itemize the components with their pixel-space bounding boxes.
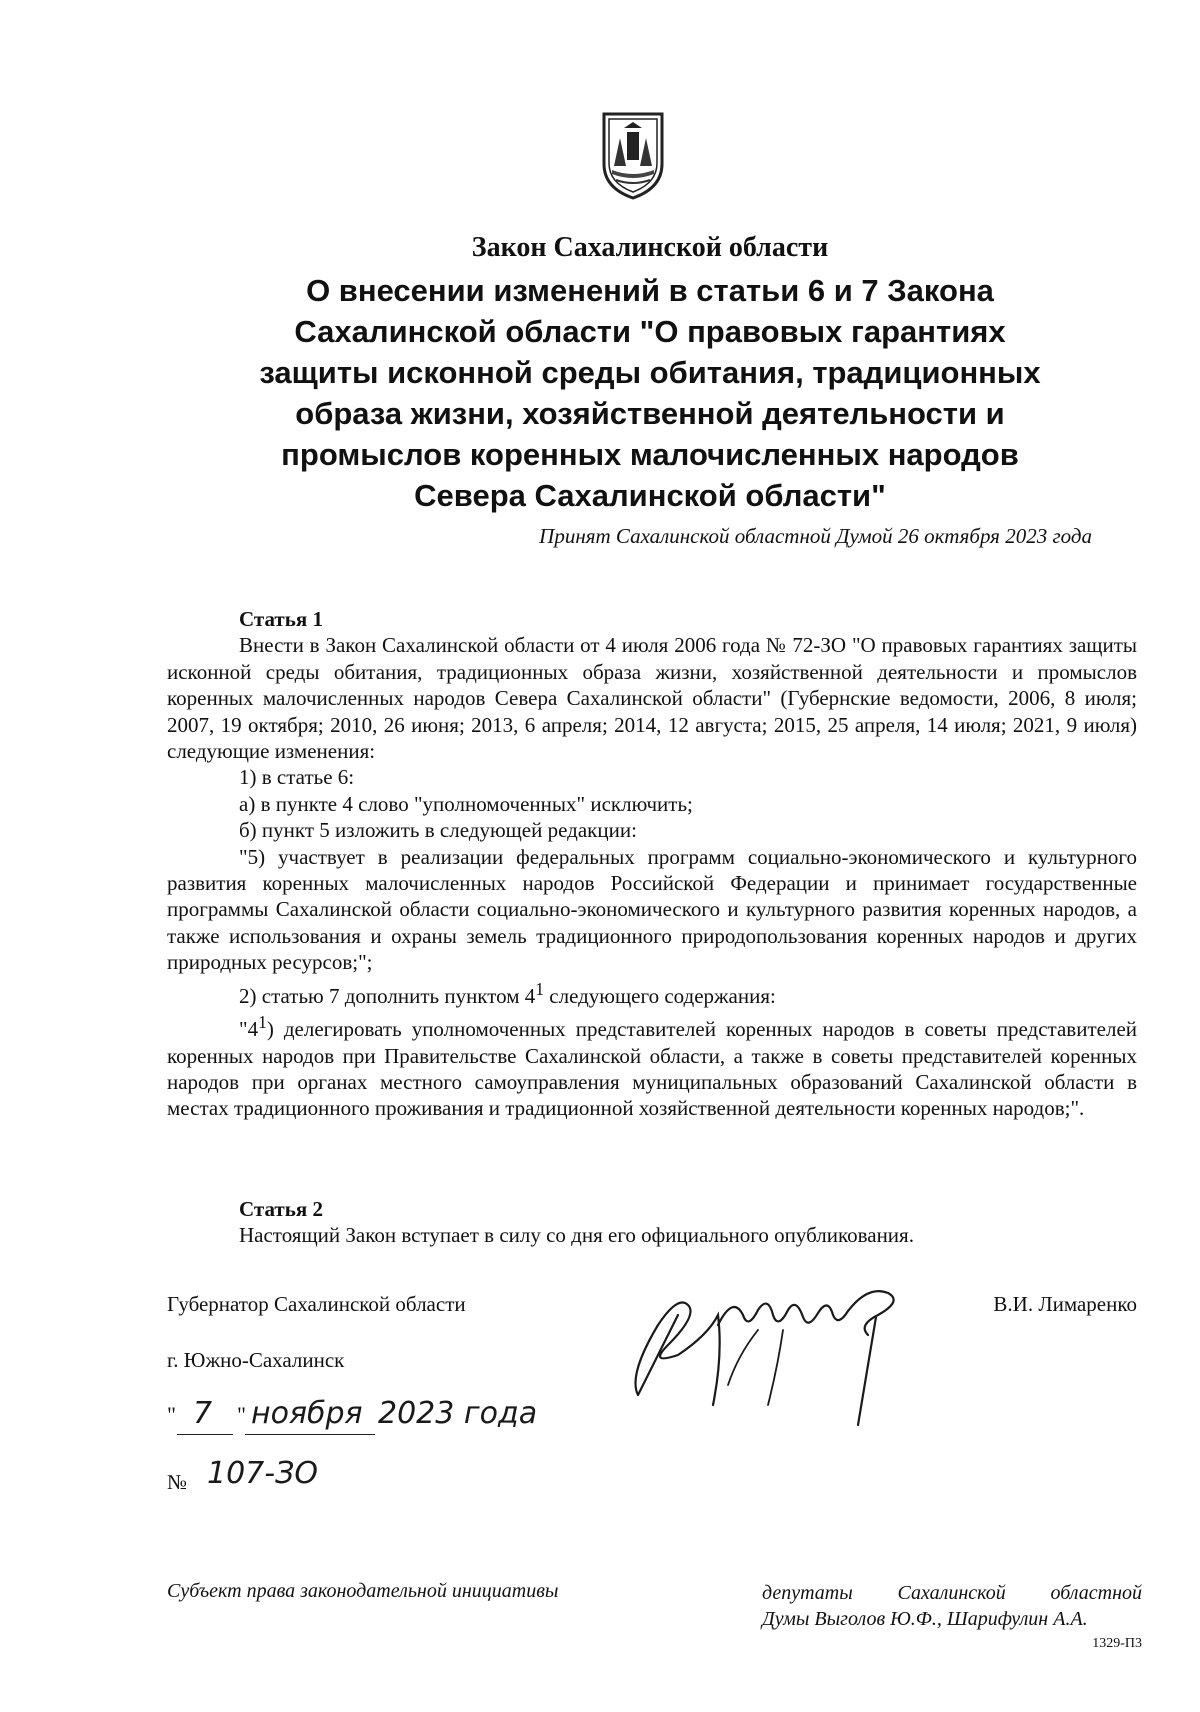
date-quote-open: ": [167, 1402, 176, 1427]
law-number: [167, 1456, 427, 1506]
item-1b-text: "5) участвует в реализации федеральных программ социально-экономического и культурного развития коренных малочисленных народов Российской Федерации и принимает государственные программы Сахалинской области социально-экономического и культурного развития коренных народов, а также использования и охраны земель традиционного природопользования коренных народов и других природных ресурсов;";: [167, 844, 1137, 975]
article-2: [167, 1196, 1137, 1249]
law-title-line: защиты исконной среды обитания, традиционных: [259, 355, 1041, 390]
law-number-value: 107-ЗО: [207, 1456, 318, 1491]
initiative-subject-label: Субъект права законодательной инициативы: [167, 1580, 559, 1602]
article-1-intro: Внести в Закон Сахалинской области от 4 июля 2006 года № 72-ЗО "О правовых гарантиях защиты исконной среды обитания, традиционных образа жизни, хозяйственной деятельности и промыслов коренных малочисленных народов Севера Сахалинской области" (Губернские ведомости, 2006, 8 июля; 2007, 19 октября; 2010, 26 июня; 2013, 6 апреля; 2014, 12 августа; 2015, 25 апреля, 14 июля; 2021, 9 июля) следующие изменения:: [167, 633, 1137, 764]
date-quote-close: ": [237, 1402, 246, 1427]
handwritten-signature: [618, 1255, 918, 1435]
document-code: 1329-П3: [1092, 1636, 1142, 1651]
article-1-heading: Статья 1: [239, 607, 323, 631]
item-2-text-tail: следующего содержания:: [544, 983, 776, 1008]
initiative-authors: [762, 1580, 1142, 1632]
law-title-line: О внесении изменений в статьи 6 и 7 Закона: [306, 273, 994, 308]
number-sign: №: [167, 1470, 188, 1494]
law-title-line: Сахалинской области "О правовых гарантиях: [294, 314, 1006, 349]
item-2-new-point: [167, 1009, 1137, 1122]
date-month-underline: [245, 1434, 375, 1435]
new-point-text: ) делегировать уполномоченных представителей коренных народов в советы представителей коренных народов при Правительстве Сахалинской области, а также в советы представителей коренных народов при органах местного самоуправления муниципальных образований Сахалинской области в местах традиционного проживания и традиционной хозяйственной деятельности коренных народов;".: [167, 1017, 1137, 1121]
date-year: 2023 года: [378, 1396, 538, 1431]
item-1a: а) в пункте 4 слово "уполномоченных" исключить;: [239, 791, 693, 816]
item-1: 1) в статье 6:: [239, 765, 355, 790]
governor-name: В.И. Лимаренко: [993, 1292, 1137, 1316]
article-1: [167, 606, 1137, 1122]
new-point-number: "4: [239, 1017, 259, 1042]
date-day: 7: [193, 1396, 213, 1431]
law-kind-heading: Закон Сахалинской области: [471, 232, 829, 263]
date-day-underline: [177, 1434, 233, 1435]
article-2-text: Настоящий Закон вступает в силу со дня его официального опубликования.: [239, 1223, 914, 1248]
signing-date: [167, 1396, 567, 1452]
law-title: [130, 270, 1170, 516]
law-title-line: промыслов коренных малочисленных народов: [281, 437, 1019, 472]
governor-title: Губернатор Сахалинской области: [167, 1292, 466, 1316]
item-2: [167, 976, 1137, 1009]
initiative-authors-line-2: Думы Выголов Ю.Ф., Шарифулин А.А.: [762, 1608, 1088, 1630]
item-2-text: 2) статью 7 дополнить пунктом 4: [239, 983, 536, 1008]
city: г. Южно-Сахалинск: [167, 1348, 345, 1372]
item-1b: б) пункт 5 изложить в следующей редакции:: [239, 818, 637, 843]
law-title-line: Севера Сахалинской области": [414, 478, 886, 513]
coat-of-arms-emblem: [600, 108, 666, 200]
adoption-note: Принят Сахалинской областной Думой 26 октября 2023 года: [539, 524, 1092, 548]
new-point-superscript: 1: [258, 1012, 267, 1033]
article-2-heading: Статья 2: [239, 1197, 323, 1221]
date-month: ноября: [251, 1396, 363, 1431]
law-title-line: образа жизни, хозяйственной деятельности и: [295, 396, 1005, 431]
item-2-superscript: 1: [535, 978, 545, 999]
initiative-authors-line-1: депутаты Сахалинской областной: [762, 1582, 1142, 1604]
